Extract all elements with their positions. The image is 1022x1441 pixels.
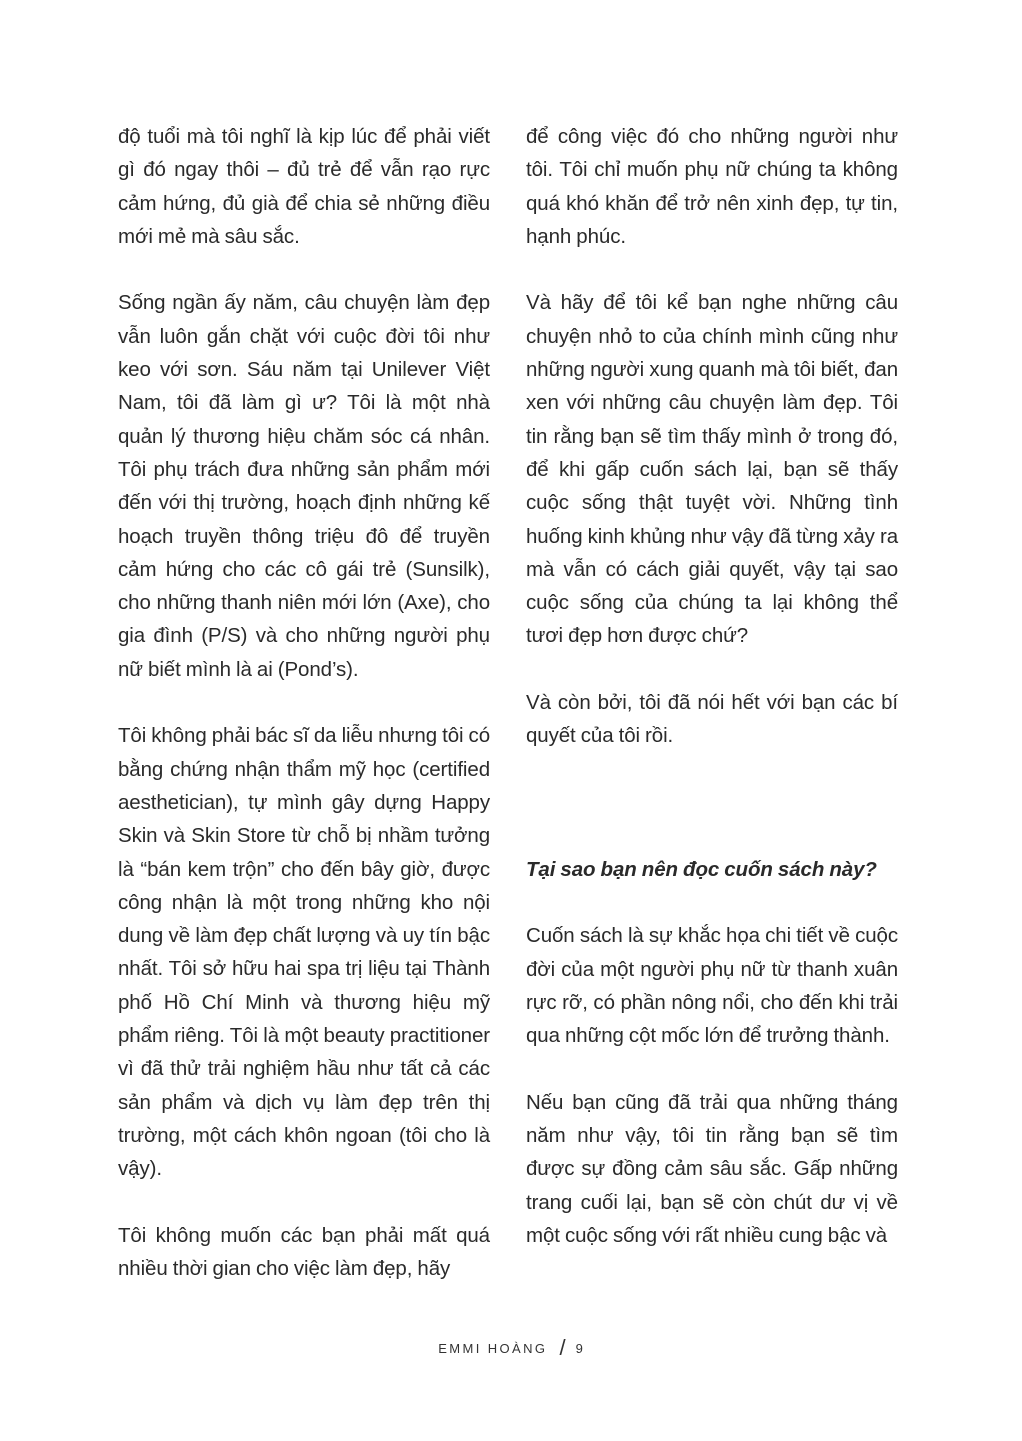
paragraph: Sống ngần ấy năm, câu chuyện làm đẹp vẫn luôn gắn chặt với cuộc đời tôi như keo với sơn. Sáu năm tại Unilever Việt Nam, tôi đã làm gì ư? Tôi là một nhà quản lý thương hiệu chăm sóc cá nhân. Tôi phụ trách đưa những sản phẩm mới đến với thị trường, hoạch định những kế hoạch truyền thông triệu đô để truyền cảm hứng cho các cô gái trẻ (Sunsilk), cho những thanh niên mới lớn (Axe), cho gia đình (P/S) và cho những người phụ nữ biết mình là ai (Pond’s). [118, 291, 490, 681]
paragraph: để công việc đó cho những người như tôi. Tôi chỉ muốn phụ nữ chúng ta không quá khó khăn để trở nên xinh đẹp, tự tin, hạnh phúc. [526, 125, 898, 248]
paragraph: Nếu bạn cũng đã trải qua những tháng năm như vậy, tôi tin rằng bạn sẽ tìm được sự đồng cảm sâu sắc. Gấp những trang cuối lại, bạn sẽ còn chút dư vị về một cuộc sống với rất nhiều cung bậc và [526, 1090, 898, 1247]
paragraph: Tôi không muốn các bạn phải mất quá nhiều thời gian cho việc làm đẹp, hãy [118, 1223, 490, 1281]
section-heading: Tại sao bạn nên đọc cuốn sách này? [526, 857, 877, 881]
paragraph: độ tuổi mà tôi nghĩ là kịp lúc để phải viết gì đó ngay thôi – đủ trẻ để vẫn rạo rực cảm hứng, đủ già để chia sẻ những điều mới mẻ mà sâu sắc. [118, 125, 490, 248]
footer-separator: / [559, 1335, 566, 1360]
paragraph: Tôi không phải bác sĩ da liễu nhưng tôi có bằng chứng nhận thẩm mỹ học (certified aesthetician), tự mình gây dựng Happy Skin và Skin Store từ chỗ bị nhầm tưởng là “bán kem trộn” cho đến bây giờ, được công nhận là một trong những kho nội dung về làm đẹp chất lượng và uy tín bậc nhất. Tôi sở hữu hai spa trị liệu tại Thành phố Hồ Chí Minh và thương hiệu mỹ phẩm riêng. Tôi là một beauty practitioner vì đã thử trải nghiệm hầu như tất cả các sản phẩm và dịch vụ làm đẹp trên thị trường, một cách khôn ngoan (tôi cho là vậy). [118, 724, 490, 1181]
footer-author: EMMI HOÀNG [438, 1341, 548, 1356]
paragraph: Cuốn sách là sự khắc họa chi tiết về cuộc đời của một người phụ nữ từ thanh xuân rực rỡ, có phần nông nổi, cho đến khi trải qua những cột mốc lớn để trưởng thành. [526, 924, 898, 1048]
right-column [526, 120, 898, 1286]
paragraph: Và còn bởi, tôi đã nói hết với bạn các bí quyết của tôi rồi. [526, 691, 898, 748]
page-footer [0, 1333, 1022, 1359]
left-column [118, 120, 490, 1319]
paragraph: Và hãy để tôi kể bạn nghe những câu chuyện nhỏ to của chính mình cũng như những người xung quanh mà tôi biết, đan xen với những câu chuyện làm đẹp. Tôi tin rằng bạn sẽ tìm thấy mình ở trong đó, để khi gấp cuốn sách lại, bạn sẽ thấy cuộc sống thật tuyệt vời. Những tình huống kinh khủng như vậy đã từng xảy ra mà vẫn có cách giải quyết, vậy tại sao cuộc sống của chúng ta lại không thể tươi đẹp hơn được chứ? [526, 291, 898, 648]
page-number: 9 [575, 1341, 584, 1356]
